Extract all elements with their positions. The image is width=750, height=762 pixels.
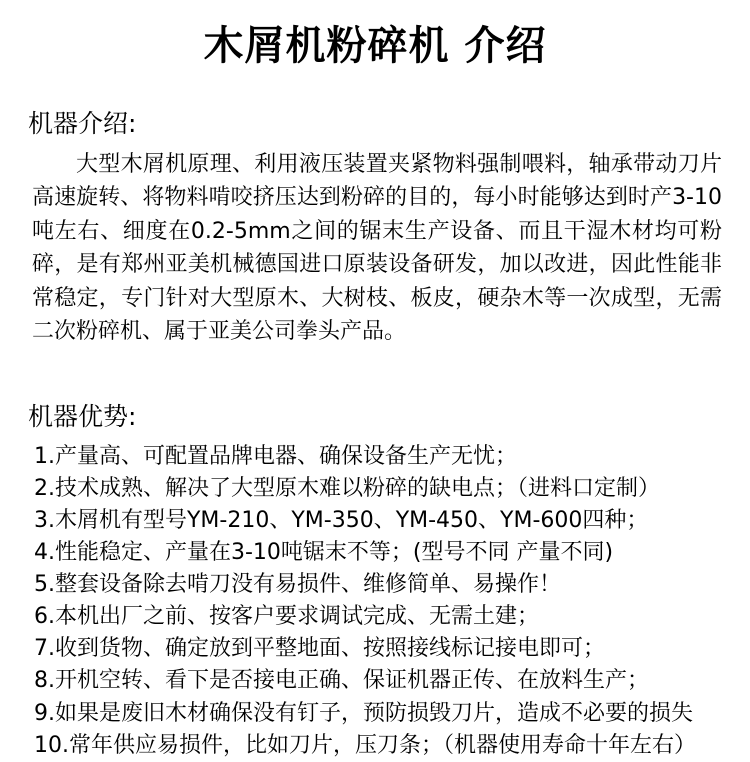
- list-item: 4.性能稳定、产量在3-10吨锯末不等；(型号不同 产量不同): [34, 539, 614, 565]
- page-title: 木屑机粉碎机 介绍: [203, 23, 547, 69]
- list-item: 1.产量高、可配置品牌电器、确保设备生产无忧；: [34, 443, 517, 469]
- section-machine-intro: [18, 104, 732, 349]
- list-item: 9.如果是废旧木材确保没有钉子，预防损毁刀片，造成不必要的损失: [34, 700, 693, 726]
- intro-paragraph: 大型木屑机原理、利用液压装置夹紧物料强制喂料，轴承带动刀片高速旋转、将物料啃咬挤压达到粉碎的目的，每小时能够达到时产3-10吨左右、细度在0.2-5mm之间的锯末生产设备、而且干湿木材均可粉碎，是有郑州亚美机械德国进口原装设备研发，加以改进，因此性能非常稳定，专门针对大型原木、大树枝、板皮，硬杂木等一次成型，无需二次粉碎机、属于亚美公司拳头产品。: [32, 152, 722, 345]
- list-item: 2.技术成熟、解决了大型原木难以粉碎的缺电点；（进料口定制）: [34, 475, 660, 501]
- advantages-list: [18, 441, 732, 762]
- section-heading-advantages: 机器优势:: [28, 401, 137, 431]
- list-item: 5.整套设备除去啃刀没有易损件、维修简单、易操作！: [34, 572, 561, 598]
- list-item: 8.开机空转、看下是否接电正确、保证机器正传、在放料生产；: [34, 668, 649, 694]
- list-item: 7.收到货物、确定放到平整地面、按照接线标记接电即可；: [34, 636, 605, 662]
- section-machine-advantages: [18, 397, 732, 762]
- list-item: 3.木屑机有型号YM-210、YM-350、YM-450、YM-600四种；: [34, 507, 649, 533]
- section-heading-intro: 机器介绍:: [28, 109, 137, 138]
- list-item: 10.常年供应易损件，比如刀片，压刀条；（机器使用寿命十年左右）: [34, 732, 696, 758]
- list-item: 6.本机出厂之前、按客户要求调试完成、无需土建；: [34, 604, 539, 630]
- section-spacer: [18, 349, 732, 375]
